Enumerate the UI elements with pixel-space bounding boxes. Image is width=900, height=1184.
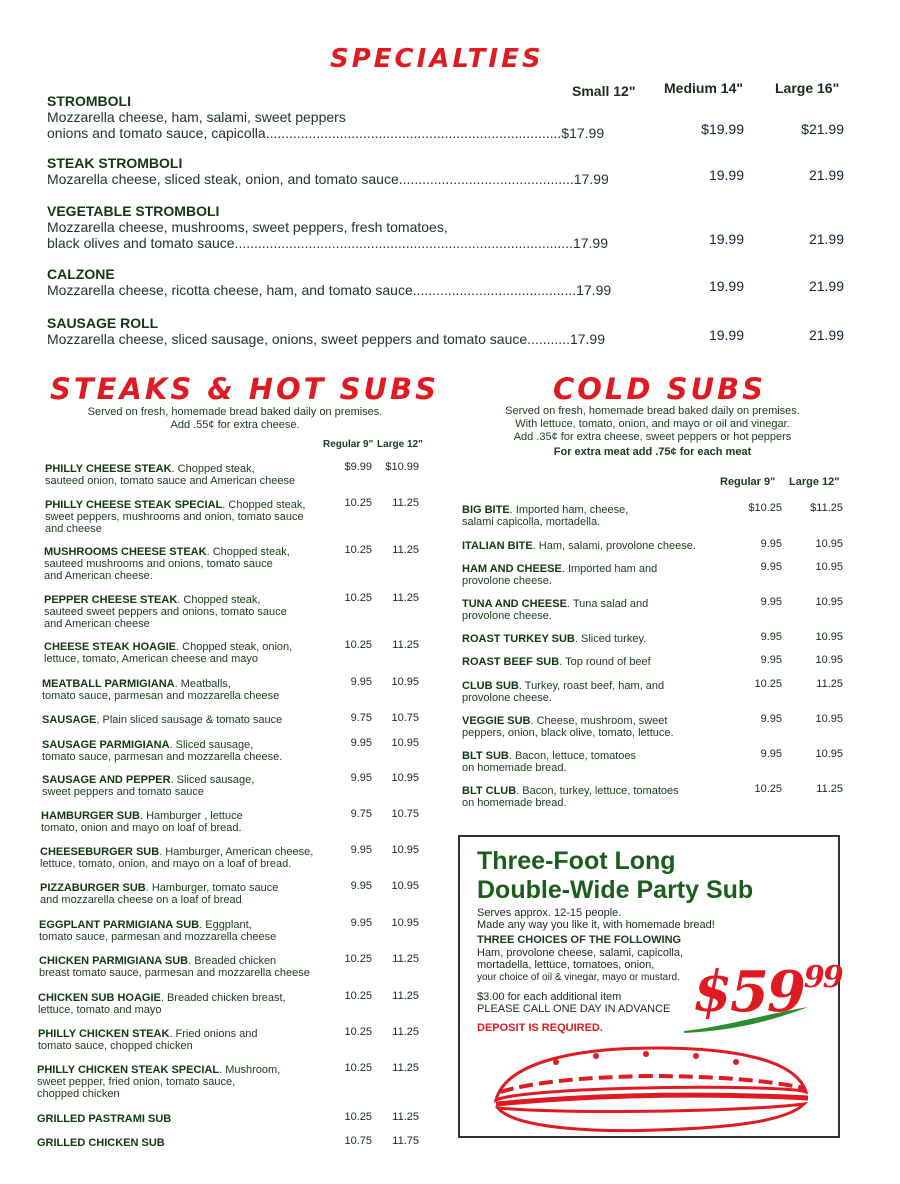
hot-sub-desc: and cheese	[45, 523, 102, 535]
hot-sub-desc: sweet pepper, fried onion, tomato sauce,	[37, 1076, 236, 1088]
cold-sub-desc: . Bacon, turkey, lettuce, tomatoes	[516, 785, 679, 797]
party-price-cents: 99	[803, 960, 842, 995]
hot-sub-item	[42, 678, 342, 702]
steaks-intro-line: Add .55¢ for extra cheese.	[170, 419, 300, 431]
cold-sub-item	[462, 540, 722, 552]
hot-sub-desc: . Meatballs,	[174, 678, 231, 690]
hot-sub-name: PHILLY CHEESE STEAK	[45, 463, 172, 475]
cold-sub-desc: . Cheese, mushroom, sweet	[530, 715, 668, 727]
hot-sub-price-reg: 10.25	[344, 1111, 372, 1123]
hot-sub-desc: tomato, onion and mayo on loaf of bread.	[41, 822, 242, 834]
specialties-heading: SPECIALTIES	[330, 44, 544, 74]
hot-sub-price-reg: 9.75	[350, 808, 372, 820]
specialty-desc: Mozzarella cheese, ricotta cheese, ham, and tomato sauce..........................................17.99	[47, 282, 612, 298]
hot-sub-name: SAUSAGE AND PEPPER	[42, 774, 171, 786]
hot-sub-desc: sauteed onion, tomato sauce and American cheese	[45, 475, 296, 487]
specialty-desc: black olives and tomato sauce.......................................................................................17.99	[47, 235, 608, 251]
specialty-name: STROMBOLI	[47, 93, 131, 109]
hot-sub-name: GRILLED CHICKEN SUB	[37, 1137, 165, 1149]
hot-sub-desc: and mozzarella cheese on a loaf of bread	[40, 894, 242, 906]
hot-sub-desc: and American cheese.	[44, 570, 153, 582]
hot-sub-name: CHICKEN SUB HOAGIE	[38, 992, 161, 1004]
cold-sub-price-reg: 9.95	[760, 631, 782, 643]
specialty-price-medium: 19.99	[708, 231, 744, 247]
hot-sub-item	[42, 739, 342, 763]
specialty-price-large: 21.99	[808, 231, 844, 247]
hot-sub-price-lg: 11.25	[392, 990, 419, 1002]
hot-sub-desc: . Breaded chicken breast,	[160, 992, 286, 1004]
hot-sub-item	[44, 594, 344, 630]
cold-sub-desc: . Ham, salami, provolone cheese.	[532, 540, 696, 552]
specialty-desc: Mozzarella cheese, ham, salami, sweet peppers	[47, 109, 346, 125]
hot-sub-desc: . Chopped steak,	[222, 499, 306, 511]
cold-sub-desc: peppers, onion, black olive, tomato, lettuce.	[462, 727, 674, 739]
specialty-desc: Mozarella cheese, sliced steak, onion, and tomato sauce.............................................17.99	[47, 171, 609, 187]
hot-sub-desc: tomato sauce, parmesan and mozzarella cheese	[42, 690, 280, 702]
steaks-col-regular: Regular 9"	[323, 439, 374, 450]
hot-sub-price-lg: 11.25	[392, 1111, 419, 1123]
cold-extra-meat: For extra meat add .75¢ for each meat	[553, 446, 752, 458]
cold-sub-item	[462, 750, 722, 774]
cold-sub-desc: . Tuna salad and	[566, 598, 649, 610]
steaks-intro-line: Served on fresh, homemade bread baked daily on premises.	[87, 406, 383, 418]
hot-sub-desc: lettuce, tomato, American cheese and mayo	[44, 653, 259, 665]
hot-sub-desc: sauteed sweet peppers and onions, tomato sauce	[44, 606, 287, 618]
hot-sub-price-lg: 11.75	[392, 1135, 419, 1147]
hot-sub-desc: . Chopped steak,	[206, 546, 290, 558]
hot-sub-price-reg: 10.25	[344, 953, 372, 965]
hot-sub-desc: chopped chicken	[37, 1088, 120, 1100]
cold-intro-line: Served on fresh, homemade bread baked daily on premises.	[505, 405, 800, 417]
party-deposit: DEPOSIT IS REQUIRED.	[477, 1022, 603, 1034]
party-list: your choice of oil & vinegar, mayo or mustard.	[477, 972, 680, 983]
specialty-item	[47, 155, 647, 187]
specialty-item	[47, 203, 647, 251]
specialty-name: VEGETABLE STROMBOLI	[47, 203, 220, 219]
party-title-line: Three-Foot Long	[477, 847, 676, 875]
hot-sub-desc: breast tomato sauce, parmesan and mozzarella cheese	[39, 967, 310, 979]
hot-sub-price-lg: 11.25	[392, 592, 419, 604]
hot-sub-name: GRILLED PASTRAMI SUB	[37, 1113, 172, 1125]
hot-sub-desc: and American cheese	[44, 618, 150, 630]
hot-sub-price-reg: 9.75	[350, 712, 372, 724]
col-small: Small 12"	[572, 83, 636, 99]
hot-sub-desc: tomato sauce, chopped chicken	[38, 1040, 193, 1052]
cold-sub-price-lg: $11.25	[810, 502, 843, 514]
specialty-price-medium: 19.99	[708, 167, 744, 183]
hot-sub-desc: . Chopped steak,	[171, 463, 255, 475]
cold-sub-price-lg: 10.95	[815, 631, 843, 643]
sub-sandwich-icon	[486, 1042, 816, 1134]
cold-subs-heading: COLD SUBS	[553, 372, 767, 406]
cold-sub-item	[462, 715, 722, 739]
hot-sub-name: MUSHROOMS CHEESE STEAK	[44, 546, 207, 558]
swoosh-icon	[682, 1005, 812, 1035]
specialty-price-medium: 19.99	[708, 278, 744, 294]
cold-sub-item	[462, 598, 722, 622]
specialty-item	[47, 93, 647, 141]
party-choices: THREE CHOICES OF THE FOLLOWING	[477, 934, 682, 946]
hot-sub-price-lg: 10.75	[391, 808, 419, 820]
specialty-desc: onions and tomato sauce, capicolla............................................................................$17.99	[47, 125, 605, 141]
hot-sub-price-lg: 11.25	[392, 953, 419, 965]
cold-sub-price-reg: 9.95	[760, 748, 782, 760]
hot-sub-price-reg: 10.75	[344, 1135, 372, 1147]
cold-sub-item	[462, 785, 722, 809]
col-medium: Medium 14"	[664, 80, 743, 96]
party-call: PLEASE CALL ONE DAY IN ADVANCE	[477, 1003, 671, 1015]
hot-sub-name: EGGPLANT PARMIGIANA SUB	[39, 919, 200, 931]
hot-sub-desc: . Sliced sausage,	[170, 774, 255, 786]
cold-sub-desc: . Imported ham, cheese,	[509, 504, 629, 516]
hot-sub-desc: . Mushroom,	[219, 1064, 281, 1076]
hot-sub-price-lg: 11.25	[392, 639, 419, 651]
party-list: Ham, provolone cheese, salami, capicolla,	[477, 947, 684, 959]
party-title	[477, 847, 753, 905]
hot-sub-price-reg: 9.95	[350, 737, 372, 749]
cold-sub-desc: . Bacon, lettuce, tomatoes	[508, 750, 637, 762]
party-sub-box	[458, 835, 840, 1138]
cold-sub-price-reg: $10.25	[748, 502, 782, 514]
cold-sub-price-lg: 10.95	[815, 561, 843, 573]
hot-sub-item	[45, 463, 345, 487]
hot-sub-price-reg: 9.95	[350, 772, 372, 784]
hot-sub-price-lg: 10.95	[391, 772, 419, 784]
specialty-name: CALZONE	[47, 266, 115, 282]
hot-sub-price-lg: 11.25	[392, 1062, 419, 1074]
hot-sub-item	[40, 846, 340, 870]
cold-sub-name: VEGGIE SUB	[462, 715, 531, 727]
party-list: mortadella, lettuce, tomatoes, onion,	[477, 959, 655, 971]
cold-sub-desc: . Turkey, roast beef, ham, and	[518, 680, 665, 692]
hot-sub-desc: tomato sauce, parmesan and mozzarella cheese.	[42, 751, 283, 763]
party-extra: $3.00 for each additional item	[477, 991, 622, 1003]
cold-sub-name: TUNA AND CHEESE	[462, 598, 567, 610]
hot-sub-name: PHILLY CHEESE STEAK SPECIAL	[45, 499, 223, 511]
cold-sub-item	[462, 504, 722, 528]
cold-sub-price-lg: 10.95	[815, 748, 843, 760]
hot-sub-price-reg: 10.25	[344, 592, 372, 604]
hot-sub-name: PEPPER CHEESE STEAK	[44, 594, 178, 606]
cold-sub-item	[462, 563, 722, 587]
hot-sub-item	[37, 1137, 337, 1149]
cold-sub-item	[462, 656, 722, 668]
hot-sub-desc: . Eggplant,	[199, 919, 252, 931]
cold-sub-desc: provolone cheese.	[462, 610, 552, 622]
specialty-price-large: 21.99	[808, 327, 844, 343]
cold-sub-desc: on homemade bread.	[462, 762, 567, 774]
cold-sub-price-lg: 11.25	[816, 783, 843, 795]
hot-sub-desc: , Plain sliced sausage & tomato sauce	[96, 714, 283, 726]
hot-sub-price-reg: 10.25	[344, 544, 372, 556]
cold-sub-name: BLT CLUB	[462, 785, 517, 797]
cold-sub-name: ROAST TURKEY SUB	[462, 633, 575, 645]
steaks-intro	[40, 406, 430, 432]
hot-sub-price-reg: 9.95	[350, 844, 372, 856]
hot-sub-price-reg: 10.25	[344, 1062, 372, 1074]
cold-sub-price-reg: 9.95	[760, 654, 782, 666]
cold-sub-price-reg: 10.25	[754, 783, 782, 795]
hot-sub-desc: . Chopped steak, onion,	[176, 641, 293, 653]
cold-sub-item	[462, 680, 722, 704]
hot-sub-name: HAMBURGER SUB	[41, 810, 140, 822]
cold-sub-price-reg: 9.95	[760, 713, 782, 725]
hot-sub-desc: lettuce, tomato and mayo	[38, 1004, 162, 1016]
cold-sub-desc: on homemade bread.	[462, 797, 567, 809]
hot-sub-price-reg: $9.99	[344, 461, 372, 473]
hot-sub-desc: sweet peppers, mushrooms and onion, tomato sauce	[45, 511, 304, 523]
cold-col-regular: Regular 9"	[720, 476, 776, 488]
hot-sub-desc: sauteed mushrooms and onions, tomato sauce	[44, 558, 273, 570]
hot-sub-price-lg: $10.99	[385, 461, 419, 473]
specialty-desc: Mozzarella cheese, sliced sausage, onions, sweet peppers and tomato sauce...........17.99	[47, 331, 605, 347]
specialty-name: SAUSAGE ROLL	[47, 315, 159, 331]
hot-sub-price-lg: 10.75	[391, 712, 419, 724]
cold-sub-price-lg: 11.25	[816, 678, 843, 690]
hot-sub-item	[40, 882, 340, 906]
hot-sub-price-reg: 9.95	[350, 676, 372, 688]
hot-sub-name: CHEESEBURGER SUB	[40, 846, 160, 858]
cold-sub-price-reg: 10.25	[754, 678, 782, 690]
cold-sub-desc: salami capicolla, mortadella.	[462, 516, 601, 528]
cold-sub-desc: provolone cheese.	[462, 692, 552, 704]
cold-intro-line: With lettuce, tomato, onion, and mayo or oil and vinegar.	[515, 418, 790, 430]
col-large: Large 16"	[775, 80, 840, 96]
cold-sub-name: BLT SUB	[462, 750, 509, 762]
hot-sub-price-reg: 10.25	[344, 497, 372, 509]
hot-sub-price-reg: 10.25	[344, 990, 372, 1002]
cold-sub-price-lg: 10.95	[815, 538, 843, 550]
specialty-price-large: 21.99	[808, 278, 844, 294]
hot-sub-item	[44, 641, 344, 665]
party-made: Made any way you like it, with homemade bread!	[477, 919, 715, 931]
cold-sub-desc: provolone cheese.	[462, 575, 552, 587]
steaks-heading: STEAKS & HOT SUBS	[50, 372, 439, 406]
hot-sub-desc: . Chopped steak,	[177, 594, 261, 606]
hot-sub-price-reg: 9.95	[350, 917, 372, 929]
hot-sub-item	[44, 546, 344, 582]
steaks-col-large: Large 12"	[377, 439, 423, 450]
cold-sub-desc: . Imported ham and	[561, 563, 658, 575]
hot-sub-price-lg: 11.25	[392, 544, 419, 556]
hot-sub-name: PHILLY CHICKEN STEAK	[38, 1028, 170, 1040]
hot-sub-desc: . Sliced sausage,	[169, 739, 254, 751]
hot-sub-item	[38, 1028, 338, 1052]
hot-sub-price-reg: 10.25	[344, 1026, 372, 1038]
hot-sub-desc: sweet peppers and tomato sauce	[42, 786, 205, 798]
hot-sub-name: SAUSAGE PARMIGIANA	[42, 739, 170, 751]
hot-sub-desc: . Hamburger, American cheese,	[159, 846, 314, 858]
hot-sub-name: CHICKEN PARMIGIANA SUB	[39, 955, 189, 967]
hot-sub-price-reg: 9.95	[350, 880, 372, 892]
hot-sub-name: PHILLY CHICKEN STEAK SPECIAL	[37, 1064, 220, 1076]
hot-sub-item	[41, 810, 341, 834]
party-price-dollars: $59	[693, 959, 804, 1025]
cold-sub-desc: . Sliced turkey.	[574, 633, 647, 645]
hot-sub-price-lg: 10.95	[391, 844, 419, 856]
specialty-price-large: $21.99	[801, 121, 844, 137]
hot-sub-price-lg: 10.95	[391, 880, 419, 892]
cold-sub-desc: . Top round of beef	[559, 656, 651, 668]
hot-sub-price-reg: 10.25	[344, 639, 372, 651]
hot-sub-name: MEATBALL PARMIGIANA	[42, 678, 175, 690]
specialty-item	[47, 266, 647, 298]
cold-sub-price-reg: 9.95	[760, 596, 782, 608]
hot-sub-name: CHEESE STEAK HOAGIE	[44, 641, 177, 653]
cold-col-large: Large 12"	[789, 476, 840, 488]
party-serves: Serves approx. 12-15 people.	[477, 907, 622, 919]
cold-sub-item	[462, 633, 722, 645]
specialty-item	[47, 315, 647, 347]
cold-sub-name: CLUB SUB	[462, 680, 519, 692]
hot-sub-item	[37, 1064, 337, 1100]
cold-intro	[460, 405, 845, 459]
cold-sub-price-lg: 10.95	[815, 654, 843, 666]
cold-sub-name: ITALIAN BITE	[462, 540, 533, 552]
hot-sub-name: PIZZABURGER SUB	[40, 882, 146, 894]
hot-sub-desc: . Hamburger, tomato sauce	[145, 882, 279, 894]
hot-sub-desc: . Fried onions and	[169, 1028, 258, 1040]
hot-sub-item	[45, 499, 345, 535]
hot-sub-item	[39, 955, 339, 979]
cold-intro-line: Add .35¢ for extra cheese, sweet peppers or hot peppers	[513, 431, 792, 443]
hot-sub-item	[37, 1113, 337, 1125]
hot-sub-desc: . Breaded chicken	[188, 955, 277, 967]
specialty-price-large: 21.99	[808, 167, 844, 183]
hot-sub-desc: lettuce, tomato, onion, and mayo on a loaf of bread.	[40, 858, 292, 870]
hot-sub-desc: tomato sauce, parmesan and mozzarella cheese	[39, 931, 277, 943]
hot-sub-price-lg: 11.25	[392, 497, 419, 509]
hot-sub-price-lg: 11.25	[392, 1026, 419, 1038]
cold-sub-price-reg: 9.95	[760, 538, 782, 550]
cold-sub-price-reg: 9.95	[760, 561, 782, 573]
hot-sub-price-lg: 10.95	[391, 917, 419, 929]
hot-sub-item	[42, 774, 342, 798]
hot-sub-price-lg: 10.95	[391, 676, 419, 688]
hot-sub-item	[38, 992, 338, 1016]
cold-sub-name: ROAST BEEF SUB	[462, 656, 560, 668]
hot-sub-price-lg: 10.95	[391, 737, 419, 749]
cold-sub-name: HAM AND CHEESE	[462, 563, 562, 575]
cold-sub-price-lg: 10.95	[815, 713, 843, 725]
specialty-price-medium: 19.99	[708, 327, 744, 343]
hot-sub-name: SAUSAGE	[42, 714, 97, 726]
hot-sub-item	[42, 714, 342, 726]
specialty-price-medium: $19.99	[701, 121, 744, 137]
cold-sub-name: BIG BITE	[462, 504, 510, 516]
hot-sub-desc: . Hamburger , lettuce	[140, 810, 243, 822]
hot-sub-item	[39, 919, 339, 943]
specialty-desc: Mozzarella cheese, mushrooms, sweet peppers, fresh tomatoes,	[47, 219, 448, 235]
cold-sub-price-lg: 10.95	[815, 596, 843, 608]
specialty-name: STEAK STROMBOLI	[47, 155, 183, 171]
party-title-line: Double-Wide Party Sub	[477, 876, 754, 904]
